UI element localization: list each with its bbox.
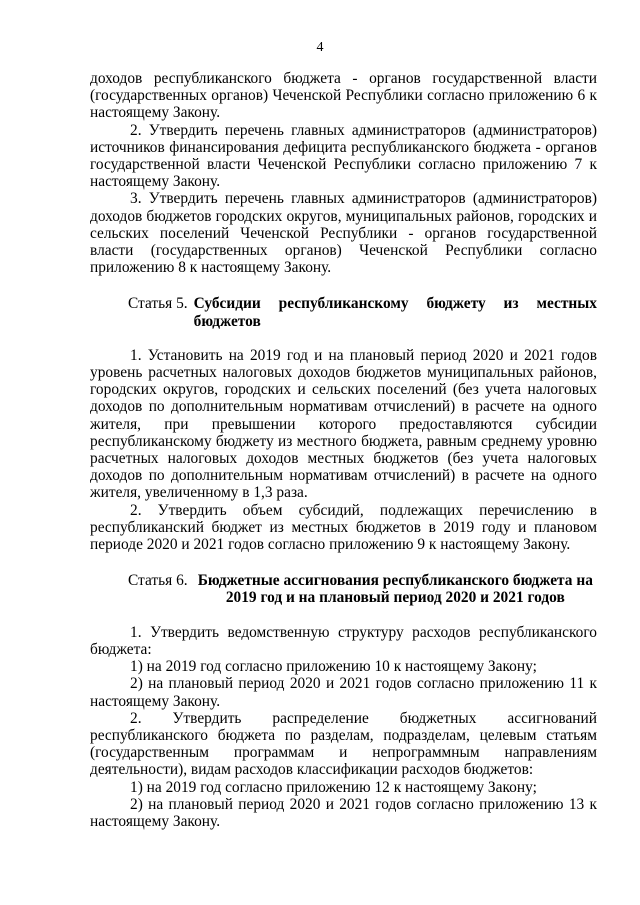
paragraph: 2. Утвердить объем субсидий, подлежащих перечислению в республиканский бюджет из местных бюджетов в 2019 году и плановом периоде 2020 и 2021 годов согласно приложению 9 к настоящему Закону. (90, 501, 597, 554)
article-6-heading (90, 572, 597, 606)
page-number: 4 (316, 40, 324, 55)
list-item: 2) на плановый период 2020 и 2021 годов согласно приложению 13 к настоящему Закону. (90, 795, 597, 830)
paragraph: 1. Установить на 2019 год и на плановый период 2020 и 2021 годов уровень расчетных налоговых доходов бюджетов муниципальных районов, городских округов, городских и сельских поселений (без учета налоговых доходов по дополнительным нормативам отчислений) в расчете на одного жителя, при превышении которого предоставляются субсидии республиканскому бюджету из местного бюджета, равным среднему уровню расчетных налоговых доходов местных бюджетов (без учета налоговых доходов по дополнительным нормативам отчислений) в расчете на одного жителя, увеличенному в 1,3 раза. (90, 346, 597, 502)
article-5-heading (90, 295, 597, 329)
paragraph: доходов республиканского бюджета - органов государственной власти (государственных органов) Чеченской Республики согласно приложению 6 к настоящему Закону. (90, 70, 597, 122)
list-item: 2) на плановый период 2020 и 2021 годов согласно приложению 11 к настоящему Закону. (90, 675, 597, 710)
document-body (90, 70, 597, 830)
paragraph: 1. Утвердить ведомственную структуру расходов республиканского бюджета: (90, 623, 597, 658)
paragraph: 3. Утвердить перечень главных администраторов (администраторов) доходов бюджетов городских округов, муниципальных районов, городских и сельских поселений Чеченской Республики - органов государственной власти (государственных органов) Чеченской Республики согласно приложению 8 к настоящему Закону. (90, 190, 597, 277)
list-item: 1) на 2019 год согласно приложению 12 к настоящему Закону; (130, 778, 537, 796)
article-6-title: Бюджетные ассигнования республиканского бюджета на 2019 год и на плановый период 2020 и 2021 годов (197, 572, 593, 607)
paragraph: 2. Утвердить распределение бюджетных ассигнований республиканского бюджета по разделам, подразделам, целевым статьям (государственным программам и непрограммным направлениям деятельности), видам расходов классификации расходов бюджетов: (90, 709, 597, 779)
article-6-label: Статья 6. (128, 572, 188, 590)
article-5-title: Субсидии республиканскому бюджету из местных бюджетов (193, 295, 597, 330)
list-item: 1) на 2019 год согласно приложению 10 к настоящему Закону; (130, 658, 537, 676)
article-5-label: Статья 5. (128, 295, 188, 313)
paragraph: 2. Утвердить перечень главных администраторов (администраторов) источников финансирования дефицита республиканского бюджета - органов государственной власти Чеченской Республики согласно приложению 7 к настоящему Закону. (90, 121, 597, 191)
